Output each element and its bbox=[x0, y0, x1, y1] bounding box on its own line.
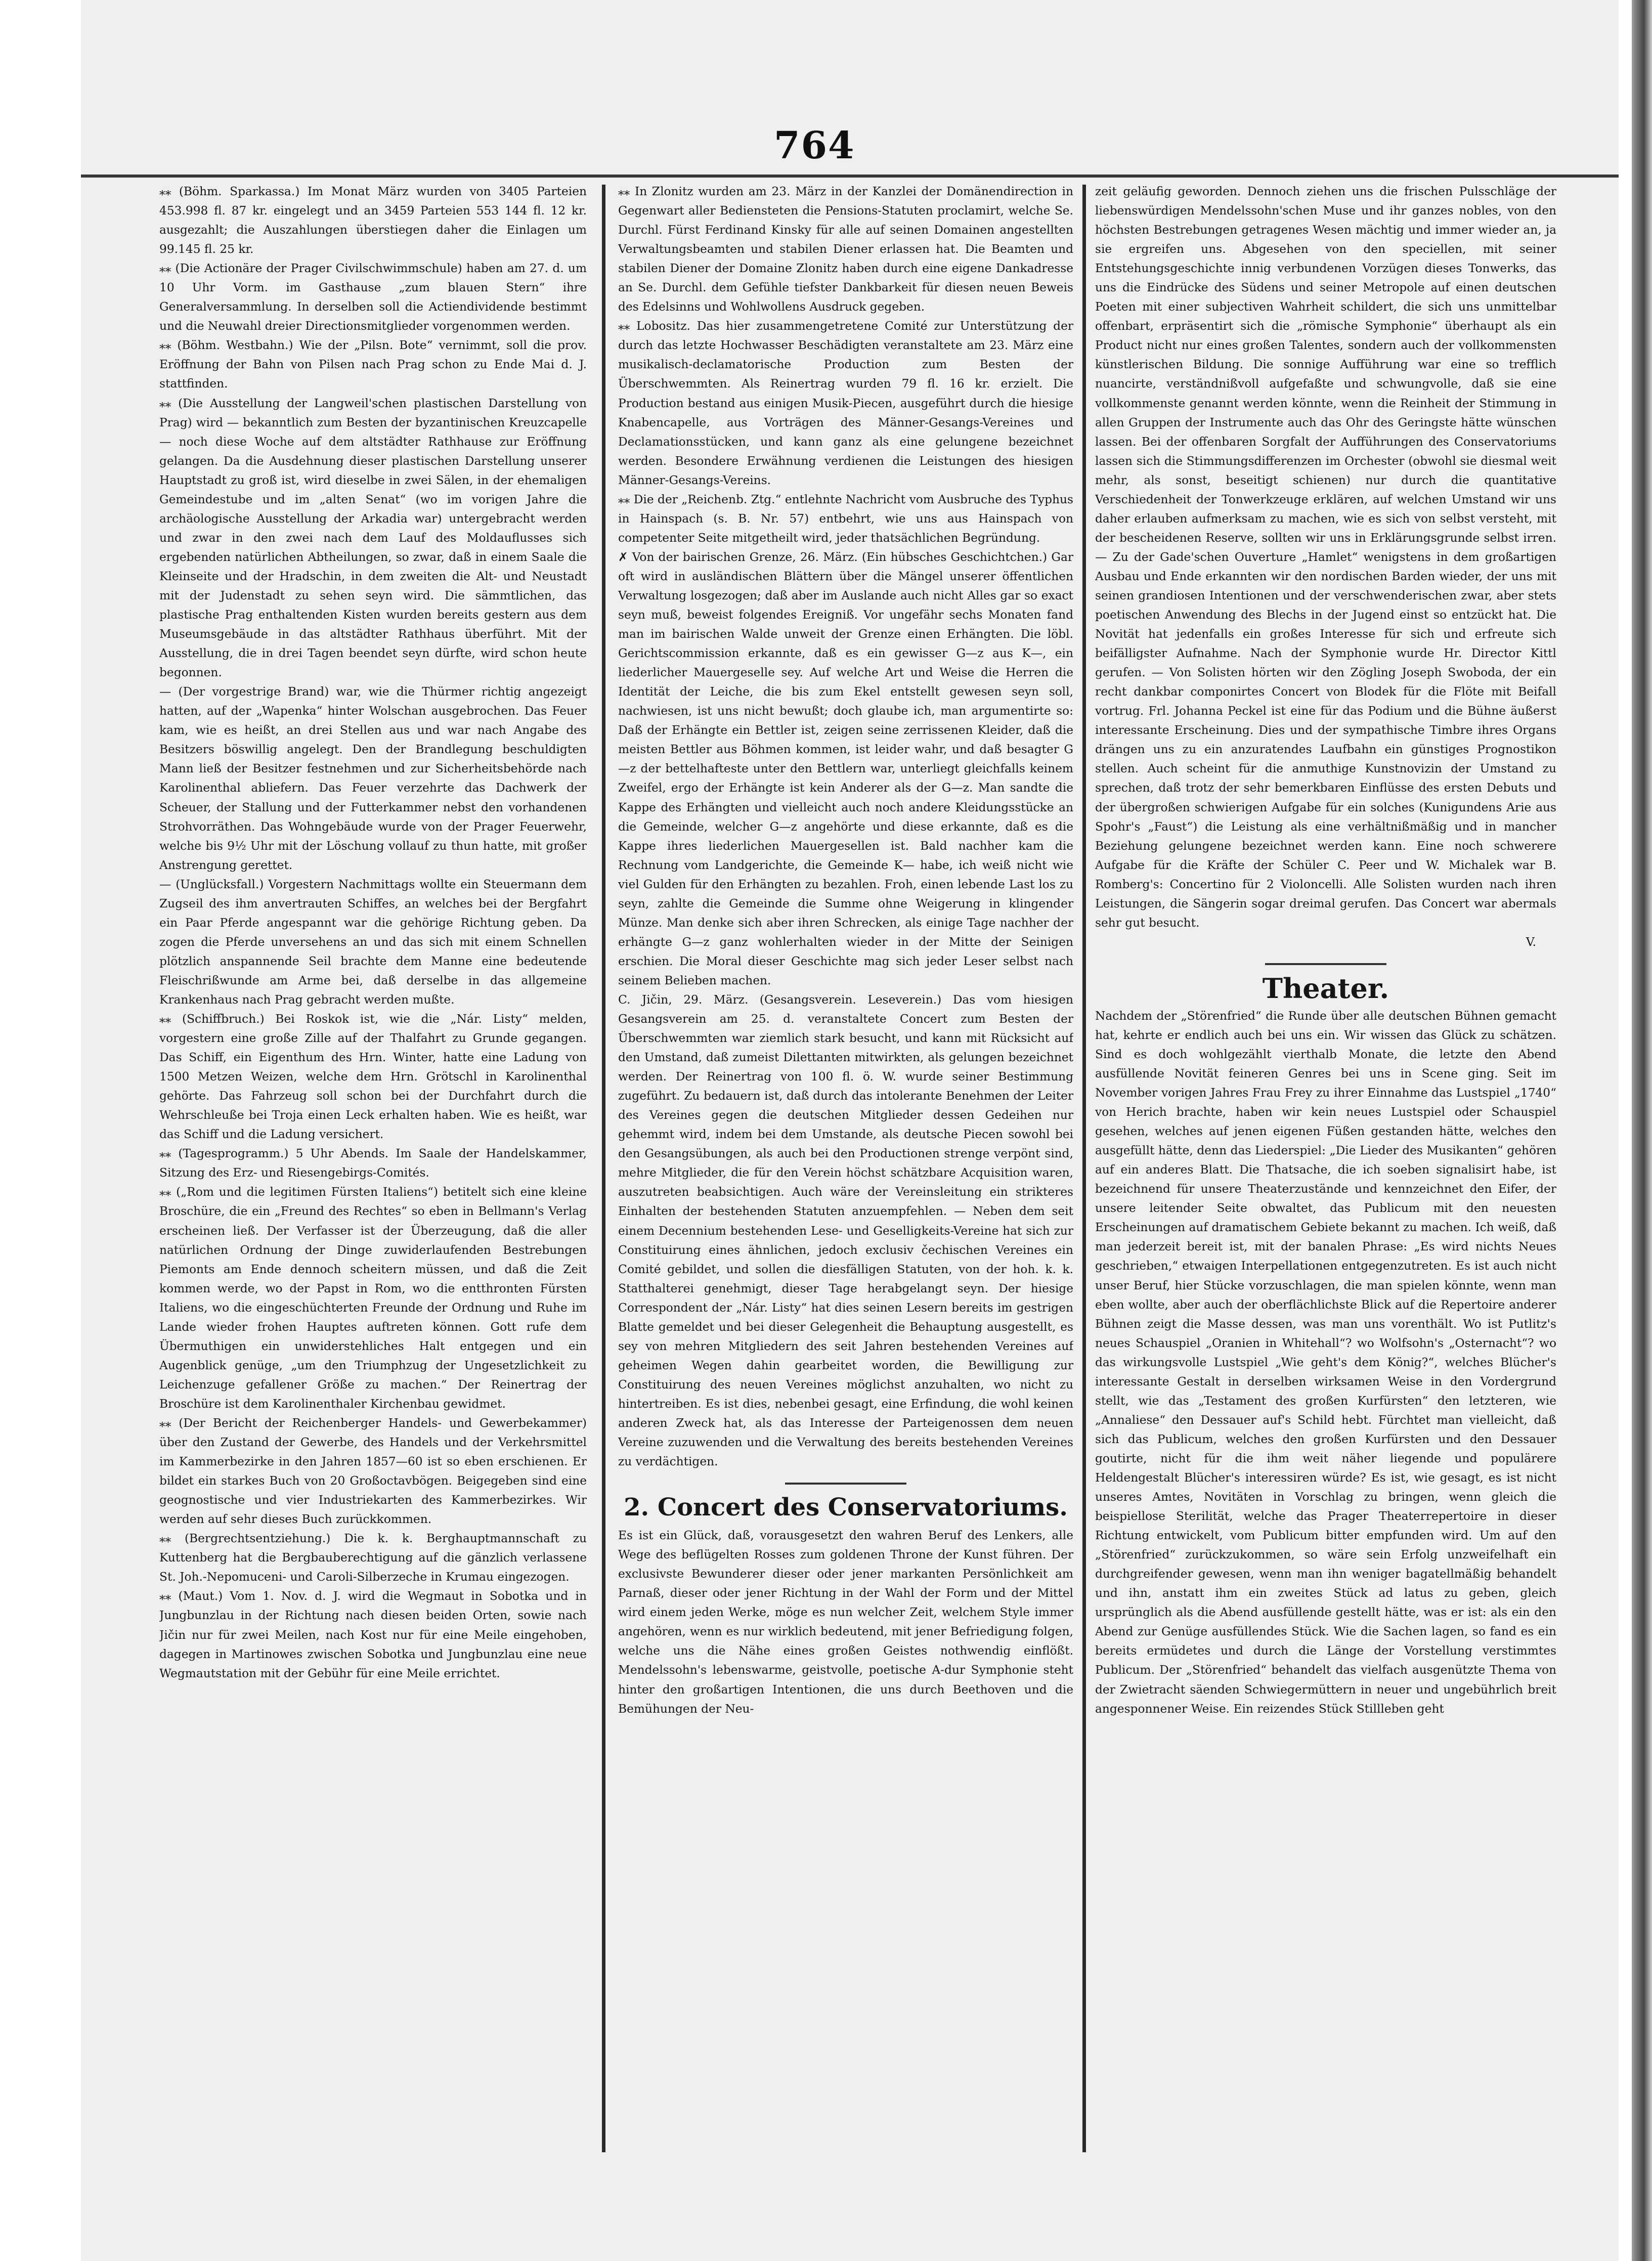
news-item: ⁎⁎ (Böhm. Westbahn.) Wie der „Pilsn. Bote“ vernimmt, soll die prov. Eröffnung der Bahn von Pilsen nach Prag schon zu Ende Mai d. J. stattfinden. bbox=[159, 338, 587, 391]
news-item: ⁎⁎ (Böhm. Sparkassa.) Im Monat März wurden von 3405 Parteien 453.998 fl. 87 kr. eingelegt und an 3459 Parteien 553 144 fl. 12 kr. ausgezahlt; die Auszahlungen überstiegen daher die Einlagen um 99.145 fl. 25 kr. bbox=[159, 185, 587, 256]
concert-review-text: Es ist ein Glück, daß, vorausgesetzt den wahren Beruf des Lenkers, alle Wege des beflügelten Rosses zum goldenen Throne der Kunst führen. Der exclusivste Bewunderer dieser oder jener markanten Persönlichkeit am Parnaß, dieser oder jener Richtung in der Wahl der Form und der Mittel wird einem jeden Werke, möge es nun welcher Zeit, welchem Style immer angehören, wenn es nur wirklich bedeutend, mit jener Befriedigung folgen, welche uns die Nähe eines großen Geistes nothwendig einflößt. Mendelssohn's lebenswarme, geistvolle, poetische A-dur Symphonie steht hinter den großartigen Intentionen, die uns durch Beethoven und die Bemühungen der Neu- bbox=[618, 1529, 1073, 1716]
news-item: C. Jičin, 29. März. (Gesangsverein. Leseverein.) Das vom hiesigen Gesangsverein am 25. d. veranstaltete Concert zum Besten der Überschwemmten war ziemlich stark besucht, und kann mit Rücksicht auf den Umstand, daß zumeist Dilettanten mitwirkten, als gelungen bezeichnet werden. Der Reinertrag von 100 fl. ö. W. wurde seiner Bestimmung zugeführt. Zu bedauern ist, daß durch das intolerante Benehmen der Leiter des Vereines gegen die deutschen Mitglieder dessen Gedeihen nur gehemmt wird, indem bei dem Umstande, als deutsche Piecen sowohl bei den Gesangsübungen, als auch bei den Productionen strenge verpönt sind, mehre Mitglieder, die für den Verein höchst schätzbare Acquisition waren, auszutreten beabsichtigen. Auch wäre der Vereinsleitung ein strikteres Einhalten der bestehenden Statuten anzuempfehlen. — Neben dem seit einem Decennium bestehenden Lese- und Geselligkeits-Vereine hat sich zur Constituirung eines ähnlichen, jedoch exclusiv čechischen Vereines ein Comité gebildet, und sollen die diesfälligen Statuten, von der hoh. k. k. Statthalterei genehmigt, dieser Tage herabgelangt seyn. Der hiesige Correspondent der „Nár. Listy“ hat dies seinen Lesern bereits im gestrigen Blatte gemeldet und bei dieser Gelegenheit die Behauptung ausgestellt, es sey von mehren Mitgliedern des seit Jahren bestehenden Vereines auf geheimen Wegen dahin gearbeitet worden, die Bewilligung zur Constituirung des neuen Vereines möglichst anzuhalten, wo nicht zu hintertreiben. Es ist dies, nebenbei gesagt, eine Erfindung, die wohl keinen anderen Zweck hat, als das Interesse der Parteigenossen dem neuen Vereine zuzuwenden und die Verwaltung des bereits bestehenden Vereines zu verdächtigen. bbox=[618, 992, 1073, 1469]
column-divider bbox=[1082, 185, 1086, 2152]
concert-review-continued: zeit geläufig geworden. Dennoch ziehen uns die frischen Pulsschläge der liebenswürdigen Mendelssohn'schen Muse und ihr ganzes nobles, von den höchsten Bestrebungen getragenes Wesen mächtig und immer wieder an, ja sie ergreifen uns. Abgesehen von den speciellen, mit seiner Entstehungsgeschichte innig verbundenen Vorzügen dieses Tonwerks, das uns die Eindrücke des Südens und seiner Metropole auf einen deutschen Poeten mit einer subjectiven Wahrheit schildert, die sich uns unmittelbar offenbart, erpräsentirt sich die „römische Symphonie“ überhaupt als ein Product nicht nur eines großen Talentes, sondern auch der vollkommensten künstlerischen Bildung. Die sonnige Aufführung war eine so trefflich nuancirte, verständnißvoll aufgefaßte und schwungvolle, daß sie eine vollkommenste genannt werden könnte, wenn die Reinheit der Stimmung in allen Gruppen der Instrumente auch das Ohr des Geringste hätte wünschen lassen. Bei der offenbaren Sorgfalt der Aufführungen des Conservatoriums lassen sich die Stimmungsdifferenzen im Orchester (obwohl sie diesmal weit mehr, als sonst, beseitigt schienen) nur durch die quantitative Verschiedenheit der Tonwerkzeuge erklären, auf welchen Umstand wir uns daher erlauben aufmerksam zu machen, wie es sich von selbst versteht, mit der bescheidenen Reserve, sollten wir uns in Erklärungsgrunde selbst irren. — Zu der Gade'schen Ouverture „Hamlet“ wenigstens in dem großartigen Ausbau und Ende erkannten wir den nordischen Barden wieder, der uns mit seinen grandiosen Intentionen und der verschwenderischen zwar, aber stets poetischen Anwendung des Blechs in der Jugend einst so entzückt hat. Die Novität hat jedenfalls ein großes Interesse für sich und erfreute sich beifälligster Aufnahme. Nach der Symphonie wurde Hr. Director Kittl gerufen. — Von Solisten hörten wir den Zögling Joseph Swoboda, der ein recht dankbar componirtes Concert von Blodek für die Flöte mit Beifall vortrug. Frl. Johanna Peckel ist eine für das Podium und die Bühne äußerst interessante Erscheinung. Dies und der sympathische Timbre ihres Organs drängen uns zu ein anzuratendes Laufbahn ein günstiges Prognostikon stellen. Auch scheint für die anmuthige Kunstnovizin der Umstand zu sprechen, daß trotz der sehr bemerkbaren Einflüsse des ersten Debuts und der übergroßen schwierigen Aufgabe für ein solches (Kunigundens Arie aus Spohr's „Faust“) die Leistung als eine verhältnißmäßig und in mancher Beziehung gelungene bezeichnet werden kann. Eine noch schwerere Aufgabe für die Kräfte der Schüler C. Peer und W. Michalek war B. Romberg's: Concertino für 2 Violoncelli. Alle Solisten wurden nach ihren Leistungen, die Sängerin sogar dreimal gerufen. Das Concert war abermals sehr gut besucht. bbox=[1095, 185, 1556, 930]
news-item: ⁎⁎ (Tagesprogramm.) 5 Uhr Abends. Im Saale der Handelskammer, Sitzung des Erz- und Riesengebirgs-Comités. bbox=[159, 1147, 587, 1180]
section-separator bbox=[1265, 963, 1386, 965]
concert-heading: 2. Concert des Conservatoriums. bbox=[624, 1493, 1068, 1522]
news-item: ⁎⁎ Die der „Reichenb. Ztg.“ entlehnte Nachricht vom Ausbruche des Typhus in Hainspach (s. B. Nr. 57) entbehrt, wie uns aus Hainspach von competenter Seite mitgetheilt wird, jeder thatsächlichen Begründung. bbox=[618, 492, 1073, 545]
news-item: ⁎⁎ (Der Bericht der Reichenberger Handels- und Gewerbekammer) über den Zustand der Gewerbe, des Handels und der Verkehrsmittel im Kammerbezirke in den Jahren 1857—60 ist so eben erschienen. Er bildet ein starkes Buch von 20 Großoctavbögen. Beigegeben sind eine geognostische und vier Industriekarten des Kammerbezirkes. Wir werden auf sehr dieses Buch zurückkommen. bbox=[159, 1416, 587, 1527]
news-item: ⁎⁎ (Die Ausstellung der Langweil'schen plastischen Darstellung von Prag) wird — bekanntlich zum Besten der byzantinischen Kreuzcapelle — noch diese Woche auf dem altstädter Rathhause zur Eröffnung gelangen. Da die Ausdehnung dieser plastischen Darstellung unserer Hauptstadt zu groß ist, wird dieselbe in zwei Sälen, in der ehemaligen Gemeindestube und im „alten Senat“ (wo im vorigen Jahre die archäologische Ausstellung der Arkadia war) untergebracht werden und zwar in den zwei nach dem Lauf des Moldauflusses sich ergebenden natürlichen Abtheilungen, so zwar, daß in einem Saale die Kleinseite und der Hradschin, in dem zweiten die Alt- und Neustadt mit der Judenstadt zu sehen seyn wird. Die sämmtlichen, das plastische Prag enthaltenden Kisten wurden bereits gestern aus dem Museumsgebäude in das altstädter Rathhaus überführt. Mit der Ausstellung, die in drei Tagen beendet seyn dürfte, wird schon heute begonnen. bbox=[159, 396, 587, 680]
header-rule bbox=[81, 175, 1619, 178]
news-item: ⁎⁎ Lobositz. Das hier zusammengetretene Comité zur Unterstützung der durch das letzte Hochwasser Beschädigten veranstaltete am 23. März eine musikalisch-declamatorische Production zum Besten der Überschwemmten. Als Reinertrag wurden 79 fl. 16 kr. erzielt. Die Production bestand aus einigen Musik-Piecen, ausgeführt durch die hiesige Knabencapelle, aus Vorträgen des Männer-Gesangs-Vereines und Declamationsstücken, und kann ganz als eine gelungene bezeichnet werden. Besondere Erwähnung verdienen die Leistungen des hiesigen Männer-Gesangs-Vereins. bbox=[618, 319, 1073, 487]
news-item: ⁎⁎ In Zlonitz wurden am 23. März in der Kanzlei der Domänendirection in Gegenwart aller Bediensteten die Pensions-Statuten proclamirt, welche Se. Durchl. Fürst Ferdinand Kinsky für alle auf seinen Domainen angestellten Verwaltungsbeamten und stabilen Diener erlassen hat. Die Beamten und stabilen Diener der Domaine Zlonitz haben durch eine eigene Dankadresse an Se. Durchl. dem Gefühle tiefster Dankbarkeit für diesen neuen Beweis des Edelsinns und Wohlwollens Ausdruck gegeben. bbox=[618, 185, 1073, 314]
scan-binding-edge bbox=[1632, 0, 1652, 2261]
review-signature: V. bbox=[1526, 935, 1536, 949]
news-item: — (Der vorgestrige Brand) war, wie die Thürmer richtig angezeigt hatten, auf der „Wapenka“ hinter Wolschan ausgebrochen. Das Feuer kam, wie es heißt, an drei Stellen aus und war nach Angabe des Besitzers böswillig angelegt. Den der Brandlegung beschuldigten Mann ließ der Besitzer festnehmen und zur Sicherheitsbehörde nach Karolinenthal abliefern. Das Feuer verzehrte das Dachwerk der Scheuer, der Stallung und der Futterkammer nebst den vorhandenen Strohvorräthen. Das Wohngebäude wurde von der Prager Feuerwehr, welche bis 9½ Uhr mit der Löschung vollauf zu thun hatte, mit großer Anstrengung gerettet. bbox=[159, 685, 587, 872]
column-local-news bbox=[159, 182, 587, 2195]
column-divider bbox=[602, 185, 605, 2152]
page-number: 764 bbox=[774, 124, 855, 167]
news-item: — (Unglücksfall.) Vorgestern Nachmittags wollte ein Steuermann dem Zugseil des ihm anvertrauten Schiffes, an welches bei der Bergfahrt ein Paar Pferde angespannt war die gehörige Richtung geben. Da zogen die Pferde unversehens an und das sich mit einem Schnellen plötzlich anspannende Seil brachte dem Manne eine bedeutende Fleischrißwunde am Arme bei, daß derselbe in das allgemeine Krankenhaus nach Prag gebracht werden mußte. bbox=[159, 877, 587, 1007]
news-item: ⁎⁎ (Die Actionäre der Prager Civilschwimmschule) haben am 27. d. um 10 Uhr Vorm. im Gasthause „zum blauen Stern“ ihre Generalversammlung. In derselben soll die Actiendividende bestimmt und die Neuwahl dreier Directionsmitglieder vorgenommen werden. bbox=[159, 262, 587, 333]
theater-heading: Theater. bbox=[1262, 972, 1389, 1005]
section-separator bbox=[785, 1483, 906, 1485]
news-item: ⁎⁎ (Maut.) Vom 1. Nov. d. J. wird die Wegmaut in Sobotka und in Jungbunzlau in der Richtung nach diesen beiden Orten, sowie nach Jičin nur für zwei Meilen, nach Kost nur für eine Meile eingehoben, dagegen in Martinowes zwischen Sobotka und Jungbunzlau eine neue Wegmautstation mit der Gebühr für eine Meile errichtet. bbox=[159, 1589, 587, 1680]
news-item: ⁎⁎ (Schiffbruch.) Bei Roskok ist, wie die „Nár. Listy“ melden, vorgestern eine große Zille auf der Thalfahrt zu Grunde gegangen. Das Schiff, ein Eigenthum des Hrn. Winter, hatte eine Ladung von 1500 Metzen Weizen, welche dem Hrn. Grötschl in Karolinenthal gehörte. Das Fahrzeug soll schon bei der Durchfahrt durch die Wehrschleuße bei Troja einen Leck erhalten haben. Wie es heißt, war das Schiff und die Ladung versichert. bbox=[159, 1012, 587, 1142]
column-review bbox=[1095, 182, 1556, 2195]
column-regional-news bbox=[618, 182, 1073, 2195]
news-item: ⁎⁎ (Bergrechtsentziehung.) Die k. k. Berghauptmannschaft zu Kuttenberg hat die Bergbauberechtigung auf die gänzlich verlassene St. Joh.-Nepomuceni- und Caroli-Silberzeche in Krumau eingezogen. bbox=[159, 1532, 587, 1584]
news-item: ⁎⁎ („Rom und die legitimen Fürsten Italiens“) betitelt sich eine kleine Broschüre, die ein „Freund des Rechtes“ so eben in Bellmann's Verlag erscheinen ließ. Der Verfasser ist der Überzeugung, daß die aller natürlichen Ordnung der Dinge zuwiderlaufenden Bestrebungen Piemonts am Ende dennoch scheitern müssen, und daß die Zeit kommen werde, wo der Papst in Rom, wo die entthronten Fürsten Italiens, wo die eingeschüchterten Freunde der Ordnung und Ruhe im Lande wieder frohen Hauptes auftreten können. Gott rufe dem Übermuthigen ein unwiderstehliches Halt entgegen und ein Augenblick genüge, „um den Triumphzug der Ungesetzlichkeit zu Leichenzuge gefallener Größe zu machen.“ Der Reinertrag der Broschüre ist dem Karolinenthaler Kirchenbau gewidmet. bbox=[159, 1185, 587, 1411]
theater-review-text: Nachdem der „Störenfried“ die Runde über alle deutschen Bühnen gemacht hat, kehrte er endlich auch bei uns ein. Wir wissen das Glück zu schätzen. Sind es doch wohlgezählt vierthalb Monate, die letzte den Abend ausfüllende Novität feineren Genres bei uns in Scene ging. Seit im November vorigen Jahres Frau Frey zu ihrer Einnahme das Lustspiel „1740“ von Herich brachte, haben wir kein neues Lustspiel oder Schauspiel gesehen, welches auf jenen eigenen Füßen gestanden hätte, welches den ausgefüllt hätte, denn das Liederspiel: „Die Lieder des Musikanten“ gehören auf ein anderes Blatt. Die Thatsache, die ich soeben signalisirt habe, ist bezeichnend für unsere Theaterzustände und kennzeichnet den Eifer, der unsere leitender Seite obwaltet, das Publicum mit den neuesten Erscheinungen auf dramatischem Gebiete bekannt zu machen. Ich weiß, daß man jederzeit bereit ist, mit der banalen Phrase: „Es wird nichts Neues geschrieben,“ etwaigen Interpellationen entgegenzutreten. Es ist auch nicht unser Beruf, hier Stücke vorzuschlagen, die man spielen könnte, wenn man eben wollte, aber auch der oberflächlichste Blick auf die Repertoire anderer Bühnen zeigt die Masse dessen, was man uns vorenthält. Wo ist Putlitz's neues Schauspiel „Oranien in Whitehall“? wo Wolfsohn's „Osternacht“? wo das wirkungsvolle Lustspiel „Wie geht's dem König?“, welches Blücher's interessante Gestalt in derselben wirksamen Weise in den Vordergrund stellt, wie das „Testament des großen Kurfürsten“ den letzteren, wie „Annaliese“ den Dessauer auf's Schild hebt. Fürchtet man vielleicht, daß sich das Publicum, welches den großen Kurfürsten und den Dessauer goutirte, nicht für die ihm weit näher liegende und populärere Heldengestalt Blücher's interessiren würde? Es ist, wie gesagt, es ist nicht unseres Amtes, Novitäten in Vorschlag zu bringen, wenn gleich die beispiellose Sterilität, welche das Prager Theaterrepertoire in dieser Richtung entwickelt, vom Publicum bitter empfunden wird. Um auf den „Störenfried“ zurückzukommen, so wäre sein Erfolg unzweifelhaft ein durchgreifender gewesen, wenn man ihn weniger bagatellmäßig behandelt und ihn, anstatt ihm ein zweites Stück ad latus zu geben, gleich ursprünglich als die Abend ausfüllende gestellt hätte, was er ist: als ein den Abend zur Genüge ausfüllendes Stück. Wie die Sachen lagen, so fand es ein bereits ermüdetes und durch die Länge der Vorstellung verstimmtes Publicum. Der „Störenfried“ behandelt das vielfach ausgenützte Thema von der Zwietracht säenden Schwiegermüttern in neuer und ungebührlich breit angesponnener Weise. Ein reizendes Stück Stillleben geht bbox=[1095, 1009, 1556, 1716]
news-item: ✗ Von der bairischen Grenze, 26. März. (Ein hübsches Geschichtchen.) Gar oft wird in ausländischen Blättern über die Mängel unserer öffentlichen Verwaltung losgezogen; daß aber im Auslande auch nicht Alles gar so exact seyn muß, beweist folgendes Ereigniß. Vor ungefähr sechs Monaten fand man im bairischen Walde unweit der Grenze einen Erhängten. Die löbl. Gerichtscommission erkannte, daß es ein gewisser G—z aus K—, ein liederlicher Mauergeselle sey. Auf welche Art und Weise die Herren die Identität der Leiche, die bis zum Ekel entstellt gewesen seyn soll, nachwiesen, ist uns nicht bewußt; doch glaube ich, man argumentirte so: Daß der Erhängte ein Bettler ist, zeigen seine zerrissenen Kleider, daß die meisten Bettler aus Böhmen kommen, ist leider wahr, und daß besagter G—z der bettelhafteste unter den Bettlern war, unterliegt gleichfalls keinem Zweifel, ergo der Erhängte ist kein Anderer als der G—z. Man sandte die Kappe des Erhängten und vielleicht auch noch andere Kleidungsstücke an die Gemeinde, welcher G—z angehörte und diese erkannte, daß es die Kappe ihres liederlichen Mauergesellen ist. Bald nachher kam die Rechnung vom Landgerichte, die Gemeinde K— habe, ich weiß nicht wie viel Gulden für den Erhängten zu bezahlen. Froh, einen lebende Last los zu seyn, zahlte die Gemeinde die Summe ohne Weigerung in klingender Münze. Man denke sich aber ihren Schrecken, als einige Tage nachher der erhängte G—z ganz wohlerhalten wieder in der Mitte der Seinigen erschien. Die Moral dieser Geschichte mag sich jeder Leser selbst nach seinem Belieben machen. bbox=[618, 550, 1073, 987]
